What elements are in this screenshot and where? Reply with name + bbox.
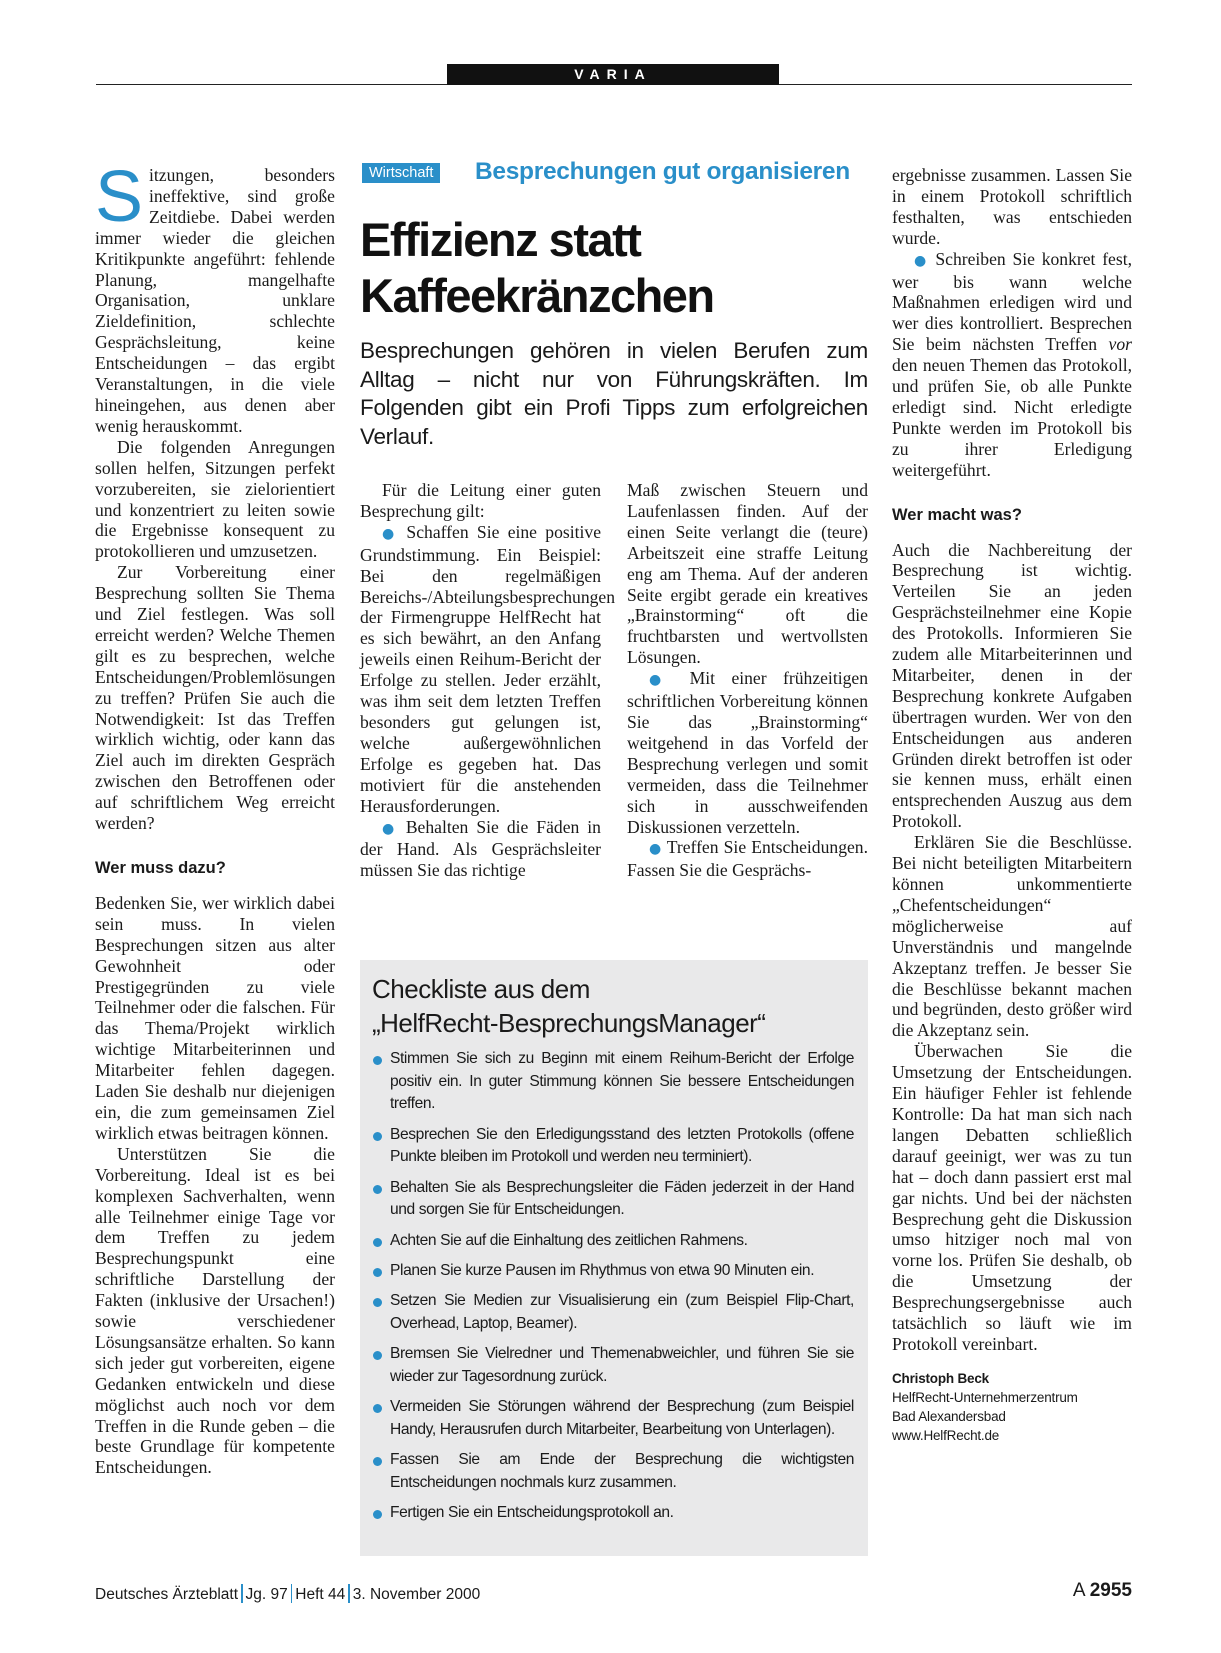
author-web[interactable]: www.HelfRecht.de — [892, 1427, 1000, 1443]
separator — [291, 1584, 293, 1603]
separator — [241, 1584, 243, 1603]
author-city: Bad Alexandersbad — [892, 1408, 1006, 1424]
paragraph: Zur Vorbereitung einer Besprechung sollten Sie Thema und Ziel festlegen. Was soll erreicht werden? Welche Themen gilt es zu besprechen, welche Entscheidungen/Problemlösungen zu treffen? Prüfen Sie auch die Notwendigkeit: Ist das Treffen wirklich wichtig, oder kann das Ziel auch im direkten Gespräch zwischen den Betroffenen oder auf schriftlichem Weg erreicht werden? — [95, 562, 336, 834]
article-column-1 — [95, 157, 336, 1478]
checklist-item: Setzen Sie Medien zur Visualisierung ein (zum Beispiel Flip-Chart, Overhead, Laptop, Beamer). — [372, 1290, 854, 1335]
paragraph: Erklären Sie die Beschlüsse. Bei nicht beteiligten Mitarbeitern können unkommentierte „Chefentscheidungen“ möglicherweise auf Unverständnis und mangelnde Akzeptanz treffen. Je besser Sie die Beschlüsse bekannt machen und begründen, desto größer wird die Akzeptanz sein. — [892, 832, 1132, 1041]
checklist-item: Achten Sie auf die Einhaltung des zeitlichen Rahmens. — [372, 1230, 854, 1253]
checklist-item: Besprechen Sie den Erledigungsstand des letzten Protokolls (offene Punkte bleiben im Protokoll und werden neu terminiert). — [372, 1124, 854, 1169]
date: 3. November 2000 — [352, 1586, 481, 1603]
checklist-item: Fertigen Sie ein Entscheidungsprotokoll an. — [372, 1502, 854, 1525]
checklist-box — [360, 960, 868, 1556]
bullet-icon: ● — [382, 525, 399, 542]
issue: Heft 44 — [295, 1586, 346, 1603]
section-label: VARIA — [447, 64, 779, 85]
bullet-icon: ● — [382, 820, 398, 837]
paragraph: ● Schaffen Sie eine positive Grundstimmung. Ein Beispiel: Bei den regelmäßigen Bereichs-/Abteilungsbesprechungen der Firmengruppe HelfRecht hat es sich bewährt, an den Anfang jeweils einen Reihum-Bericht der Erfolge zu stellen. Jeder erzählt, was ihm seit dem letzten Treffen besonders gut gelungen ist, welche außergewöhnlichen Erfolge es gegeben hat. Das motiviert für die anstehenden Herausforderungen. — [360, 521, 616, 816]
paragraph: Unterstützen Sie die Vorbereitung. Ideal ist es bei komplexen Sachverhalten, wenn alle Teilnehmer einige Tage vor dem Treffen zu jedem Besprechungspunkt eine schriftliche Darstellung der Fakten (inklusive der Ursachen!) sowie verschiedener Lösungsansätze erhalten. So kann sich jeder gut vorbereiten, eigene Gedanken entwickeln und diese möglichst auch noch vor dem Treffen in die Runde geben – die beste Grundlage für kompetente Entscheidungen. — [95, 1143, 335, 1478]
bullet-icon — [373, 1185, 382, 1194]
bullet-icon — [373, 1351, 382, 1360]
bullet-icon — [373, 1510, 382, 1519]
paragraph: ergebnisse zusammen. Lassen Sie in einem Protokoll schriftlich festhalten, was entschieden wurde. — [892, 165, 1132, 248]
paragraph: Für die Leitung einer guten Besprechung gilt: — [360, 480, 601, 521]
article-column-4 — [892, 165, 1132, 1445]
bullet-icon — [373, 1238, 382, 1247]
paragraph: Die folgenden Anregungen sollen helfen, Sitzungen perfekt vorzubereiten, sie zielorientiert und konzentriert zu leiten sowie die Ergebnisse konsequent zu protokollieren und umzusetzen. — [95, 436, 335, 562]
bullet-icon — [373, 1056, 382, 1065]
headline: Effizienz statt Kaffeekränzchen — [360, 213, 714, 322]
subheading: Wer muss dazu? — [95, 859, 226, 877]
checklist-item: Fassen Sie am Ende der Besprechung die wichtigsten Entscheidungen nochmals kurz zusammen. — [372, 1449, 854, 1494]
page-number: A 2955 — [1072, 1580, 1132, 1601]
author-org: HelfRecht-Unternehmerzentrum — [892, 1389, 1078, 1405]
article-column-2 — [360, 480, 616, 881]
paragraph: ● Behalten Sie die Fäden in der Hand. Als Gesprächsleiter müssen Sie das richtige — [360, 816, 601, 881]
category-tag: Wirtschaft — [362, 163, 440, 183]
checklist-title: Checkliste aus dem „HelfRecht-BesprechungsManager“ — [372, 974, 766, 1038]
checklist-item: Stimmen Sie sich zu Beginn mit einem Reihum-Bericht der Erfolge positiv ein. In guter Stimmung können Sie bessere Entscheidungen treffen. — [372, 1048, 854, 1116]
author-name: Christoph Beck — [892, 1370, 989, 1386]
checklist-item: Bremsen Sie Vielredner und Themenabweichler, und führen Sie sie wieder zur Tagesordnung zurück. — [372, 1343, 854, 1388]
author-block — [892, 1369, 1132, 1445]
paragraph: Überwachen Sie die Umsetzung der Entscheidungen. Ein häufiger Fehler ist fehlende Kontrolle: Da hat man sich nach langen Debatten schließlich darauf geeinigt, wer was zu tun hat – doch dann passiert erst mal gar nichts. Und bei der nächsten Besprechung geht die Diskussion umso hitziger noch mal von vorne los. Prüfen Sie deshalb, ob die Umsetzung der Besprechungsergebnisse auch tatsächlich so läuft wie im Protokoll vereinbart. — [892, 1041, 1132, 1354]
paragraph: ● Schreiben Sie konkret fest, wer bis wann welche Maßnahmen erledigen wird und wer dies kontrolliert. Besprechen Sie beim nächsten Treffen vor den neuen Themen das Protokoll, und prüfen Sie, ob alle Punkte erledigt sind. Nicht erledigte Punkte werden im Protokoll bis zu ihrer Erledigung weitergeführt. — [892, 248, 1132, 480]
bullet-icon: ● — [914, 252, 929, 269]
checklist-item: Vermeiden Sie Störungen während der Besprechung (zum Beispiel Handy, Herausrufen durch Mitarbeiter, Bearbeitung von Unterlagen). — [372, 1396, 854, 1441]
paragraph: Sitzungen, besonders ineffektive, sind große Zeitdiebe. Dabei werden immer wieder die gleichen Kritikpunkte angeführt: fehlende Planung, mangelhafte Organisation, unklare Zieldefinition, schlechte Gesprächsleitung, keine Entscheidungen – das ergibt Veranstaltungen, in die viele hineingehen, aus denen aber wenig herauskommt. — [95, 157, 335, 436]
paragraph: Auch die Nachbereitung der Besprechung ist wichtig. Verteilen Sie an jeden Gesprächsteilnehmer eine Kopie des Protokolls. Informieren Sie zudem alle Mitarbeiterinnen und Mitarbeiter, denen in der Besprechung konkrete Aufgaben übertragen wurden. Wer von den Entscheidungen aus anderen Gründen direkt betroffen ist oder sie kennen muss, erhält einen entsprechenden Auszug aus dem Protokoll. — [892, 539, 1132, 832]
kicker: Besprechungen gut organisieren — [475, 158, 850, 185]
checklist-item: Behalten Sie als Besprechungsleiter die Fäden jederzeit in der Hand und sorgen Sie für Entscheidungen. — [372, 1177, 854, 1222]
drop-cap: S — [95, 157, 144, 237]
subheading: Wer macht was? — [892, 505, 1022, 524]
separator — [348, 1584, 350, 1603]
article-column-3 — [627, 480, 868, 881]
bullet-icon — [373, 1132, 382, 1141]
paragraph: Bedenken Sie, wer wirklich dabei sein muss. In vielen Besprechungen sitzen aus alter Gewohnheit oder Prestigegründen zu viele Teilnehmer oder die falschen. Für das Thema/Projekt wirklich wichtige Mitarbeiterinnen und Mitarbeiter fehlen dagegen. Laden Sie deshalb nur diejenigen ein, die zum gemeinsamen Ziel wirklich etwas beitragen können. — [95, 892, 335, 1143]
bullet-icon — [373, 1457, 382, 1466]
checklist — [372, 1048, 854, 1525]
bullet-icon — [373, 1404, 382, 1413]
bullet-icon: ● — [649, 672, 674, 689]
bullet-icon: ● — [649, 841, 662, 858]
paragraph: ● Treffen Sie Entscheidungen. Fassen Sie die Gesprächs- — [627, 837, 869, 881]
bullet-icon — [373, 1298, 382, 1307]
paragraph: ● Mit einer frühzeitigen schriftlichen Vorbereitung können Sie das „Brainstorming“ weitgehend in das Vorfeld der Besprechung verlegen und somit vermeiden, dass die Teilnehmer sich in ausschweifenden Diskussionen verzetteln. — [627, 668, 868, 837]
paragraph: Maß zwischen Steuern und Laufenlassen finden. Auf der einen Seite verlangt die (teure) Arbeitszeit eine straffe Leitung eng am Thema. Auf der anderen Seite ergibt gerade ein kreatives „Brainstorming“ oft die fruchtbarsten und wertvollsten Lösungen. — [627, 480, 868, 668]
journal-name: Deutsches Ärzteblatt — [95, 1586, 239, 1603]
footer — [95, 1584, 480, 1604]
volume: Jg. 97 — [245, 1586, 288, 1603]
checklist-item: Planen Sie kurze Pausen im Rhythmus von etwa 90 Minuten ein. — [372, 1260, 854, 1283]
lead-paragraph: Besprechungen gehören in vielen Berufen zum Alltag – nicht nur von Führungskräften. Im Folgenden gibt ein Profi Tipps zum erfolgreichen Verlauf. — [360, 338, 868, 449]
bullet-icon — [373, 1268, 382, 1277]
